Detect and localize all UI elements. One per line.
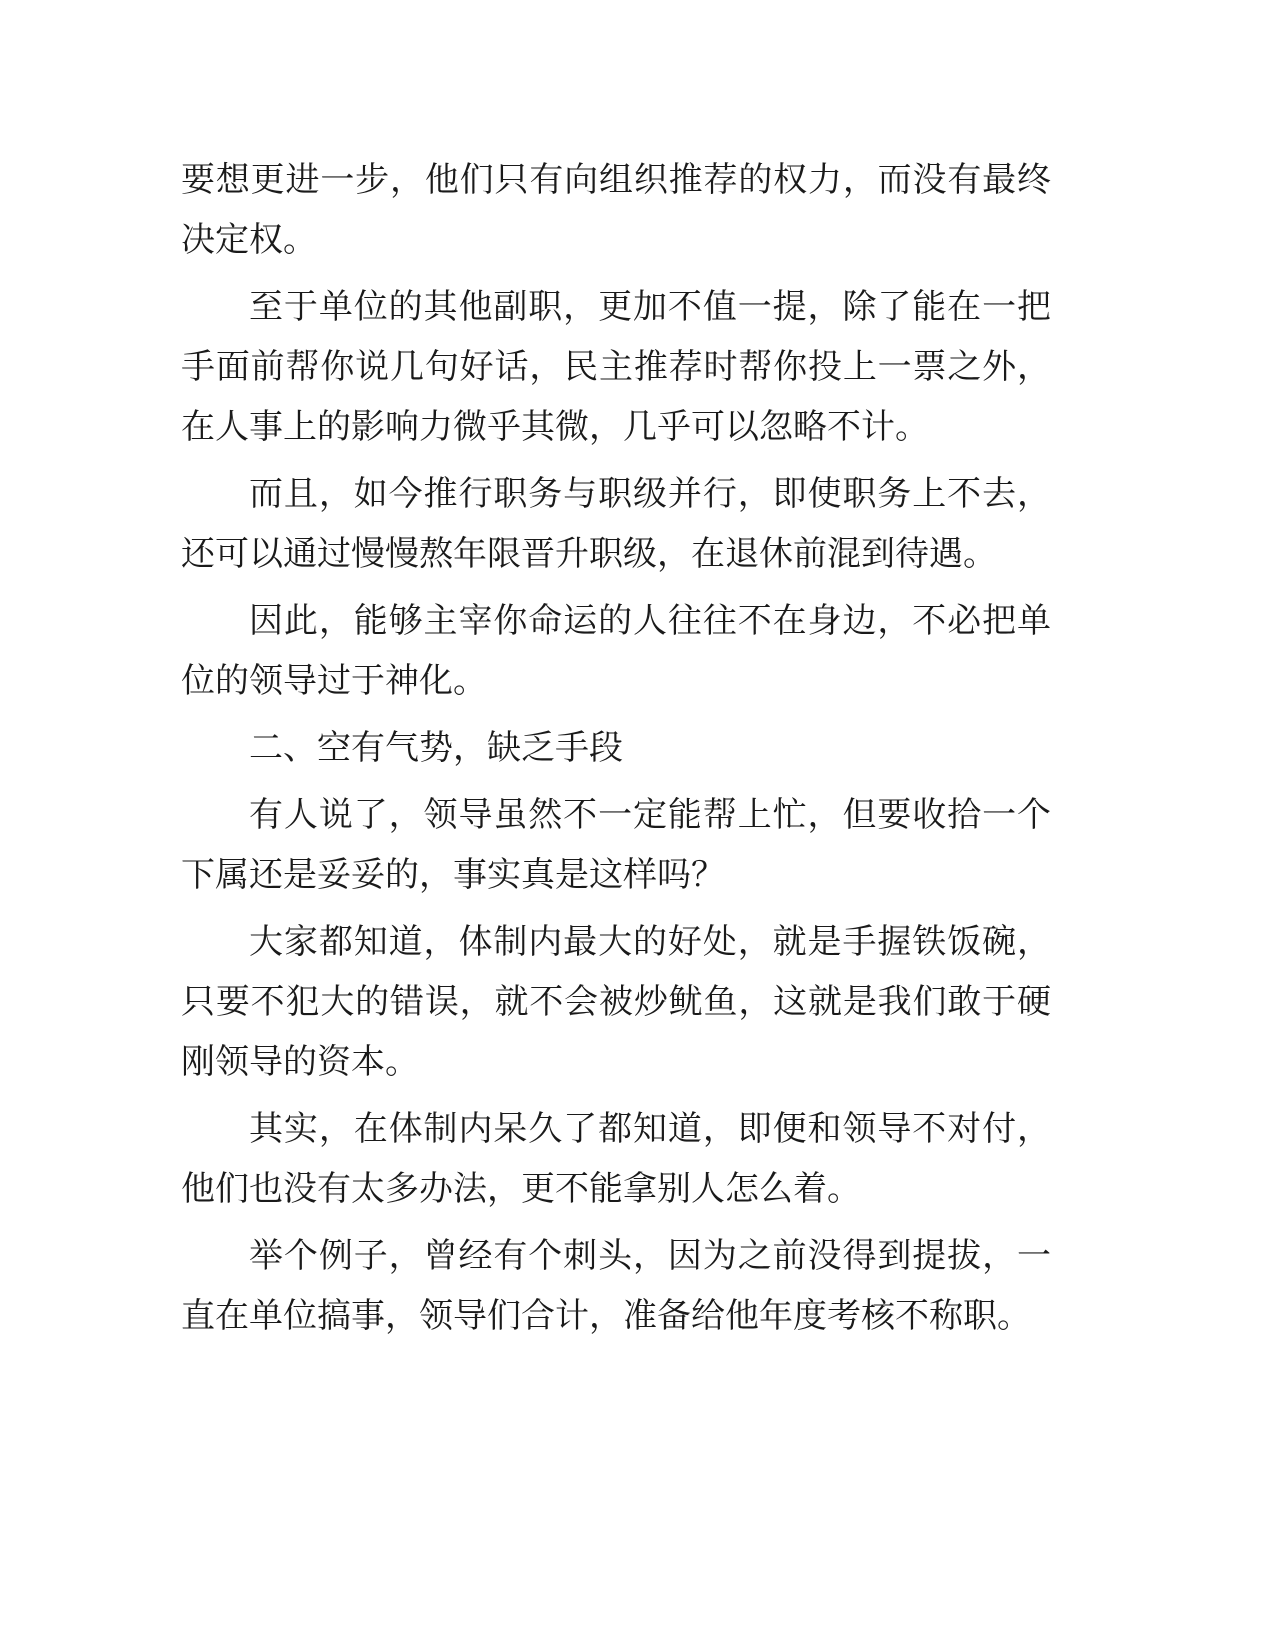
paragraph: 有人说了，领导虽然不一定能帮上忙，但要收拾一个下属还是妥妥的，事实真是这样吗？ [181, 795, 1051, 895]
paragraph: 举个例子，曾经有个刺头，因为之前没得到提拔，一直在单位搞事，领导们合计，准备给他年度考核不称职。 [181, 1236, 1051, 1336]
paragraph: 大家都知道，体制内最大的好处，就是手握铁饭碗，只要不犯大的错误，就不会被炒鱿鱼，这就是我们敢于硬刚领导的资本。 [181, 922, 1051, 1082]
document-body [181, 150, 1051, 1353]
paragraph: 其实，在体制内呆久了都知道，即便和领导不对付，他们也没有太多办法，更不能拿别人怎么着。 [181, 1109, 1051, 1209]
paragraph: 至于单位的其他副职，更加不值一提，除了能在一把手面前帮你说几句好话，民主推荐时帮你投上一票之外，在人事上的影响力微乎其微，几乎可以忽略不计。 [181, 287, 1051, 447]
paragraph-continuation: 要想更进一步，他们只有向组织推荐的权力，而没有最终决定权。 [181, 160, 1051, 260]
section-heading: 二、空有气势，缺乏手段 [249, 728, 623, 768]
paragraph: 而且，如今推行职务与职级并行，即使职务上不去，还可以通过慢慢熬年限晋升职级，在退休前混到待遇。 [181, 474, 1051, 574]
paragraph: 因此，能够主宰你命运的人往往不在身边，不必把单位的领导过于神化。 [181, 601, 1051, 701]
